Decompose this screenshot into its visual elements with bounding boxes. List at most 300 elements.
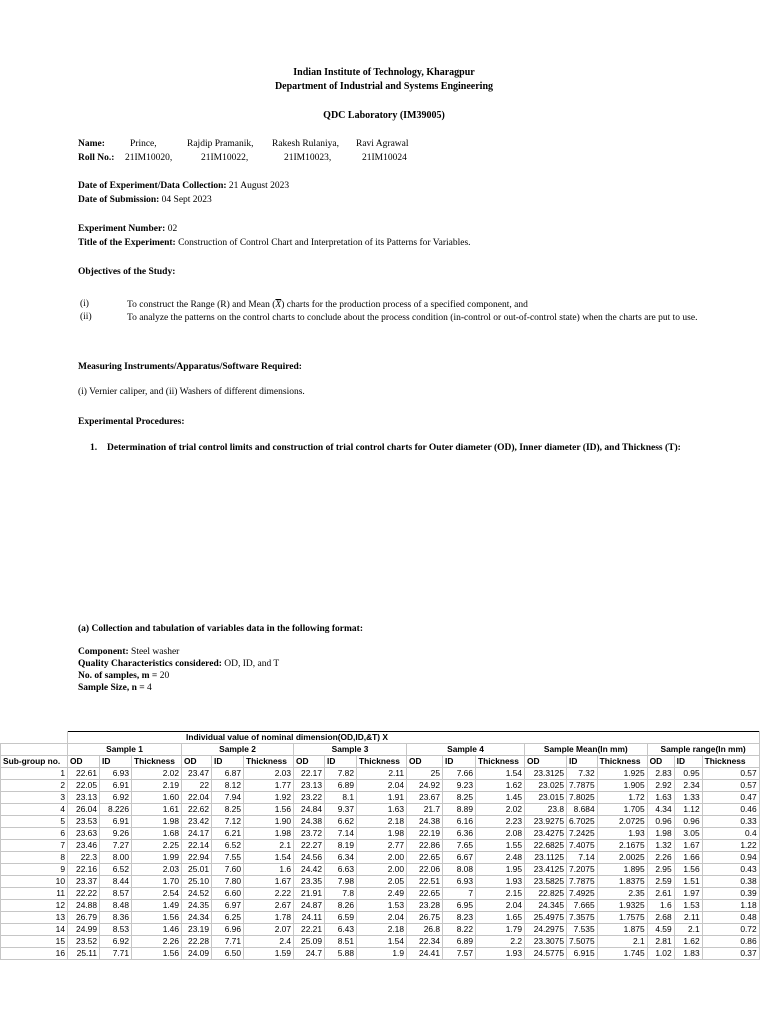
table-cell: 23.42 <box>182 816 212 828</box>
table-cell: 1.8375 <box>597 876 647 888</box>
subgroup-number: 5 <box>1 816 68 828</box>
table-cell: 23.22 <box>294 792 325 804</box>
table-cell: 1.9325 <box>597 900 647 912</box>
table-cell: 2.04 <box>476 900 525 912</box>
table-cell: 1.97 <box>674 888 702 900</box>
table-row <box>1 792 760 804</box>
table-cell: 0.39 <box>702 888 759 900</box>
table-cell: 6.89 <box>325 780 357 792</box>
subgroup-number: 6 <box>1 828 68 840</box>
empty-cell <box>1 744 68 756</box>
samples-label: No. of samples, m = <box>78 671 158 681</box>
table-cell: 8.25 <box>443 792 476 804</box>
table-cell: 2.61 <box>647 888 674 900</box>
roll-4: 21IM10024 <box>362 153 407 163</box>
table-cell: 22.28 <box>182 936 212 948</box>
table-cell: 22.27 <box>294 840 325 852</box>
component-value: Steel washer <box>131 647 180 657</box>
table-cell: 7.4075 <box>567 840 598 852</box>
table-cell: 8.22 <box>443 924 476 936</box>
experiment-number <box>78 224 177 234</box>
roll-line <box>78 153 114 163</box>
table-cell: 1.65 <box>476 912 525 924</box>
table-cell: 6.62 <box>325 816 357 828</box>
experiment-number-label: Experiment Number: <box>78 224 166 234</box>
table-cell: 1.56 <box>132 948 182 960</box>
table-cell: 7.7875 <box>567 780 598 792</box>
table-cell: 1.67 <box>244 876 294 888</box>
table-cell: 24.2975 <box>525 924 567 936</box>
table-cell: 7.2075 <box>567 864 598 876</box>
table-cell: 6.95 <box>443 900 476 912</box>
sample-3-header: Sample 3 <box>294 744 407 756</box>
table-cell: 22 <box>182 780 212 792</box>
table-cell: 24.34 <box>182 912 212 924</box>
table-cell: 2.04 <box>357 780 407 792</box>
table-cell: 0.48 <box>702 912 759 924</box>
table-cell: 0.96 <box>674 816 702 828</box>
table-cell: 24.38 <box>407 816 443 828</box>
experiment-date-label: Date of Experiment/Data Collection: <box>78 181 227 191</box>
procedure-step-1-number: 1. <box>90 443 98 453</box>
table-cell: 1.895 <box>597 864 647 876</box>
table-row <box>1 840 760 852</box>
table-cell: 22.65 <box>407 852 443 864</box>
table-cell: 9.23 <box>443 780 476 792</box>
experiment-number-value: 02 <box>167 224 178 234</box>
column-header-id: ID <box>567 756 598 768</box>
table-cell: 8.08 <box>443 864 476 876</box>
table-cell: 8.51 <box>325 936 357 948</box>
table-cell: 7.98 <box>325 876 357 888</box>
table-cell: 2.02 <box>476 804 525 816</box>
table-cell: 7.3575 <box>567 912 598 924</box>
quality-value: OD, ID, and T <box>224 659 280 669</box>
table-cell: 1.55 <box>476 840 525 852</box>
table-cell: 1.925 <box>597 768 647 780</box>
table-cell: 1.72 <box>597 792 647 804</box>
table-cell: 1.7575 <box>597 912 647 924</box>
component-line <box>78 647 179 657</box>
table-cell: 24.345 <box>525 900 567 912</box>
table-cell: 22.06 <box>407 864 443 876</box>
table-cell: 6.93 <box>100 768 132 780</box>
table-row <box>1 900 760 912</box>
table-cell: 6.50 <box>212 948 244 960</box>
sample-size-value: 4 <box>147 683 152 693</box>
table-cell: 23.19 <box>182 924 212 936</box>
table-cell: 26.75 <box>407 912 443 924</box>
table-row <box>1 852 760 864</box>
name-label: Name: <box>78 139 105 149</box>
table-cell: 2.11 <box>357 768 407 780</box>
table-cell: 1.9 <box>357 948 407 960</box>
table-row <box>1 768 760 780</box>
collection-heading <box>78 624 363 634</box>
table-cell: 24.11 <box>294 912 325 924</box>
table-cell: 2.23 <box>476 816 525 828</box>
table-cell: 2.11 <box>674 912 702 924</box>
table-cell: 1.51 <box>674 876 702 888</box>
table-cell: 1.46 <box>132 924 182 936</box>
table-cell: 6.92 <box>100 792 132 804</box>
experiment-title <box>78 238 471 248</box>
column-header-thickness: Thickness <box>702 756 759 768</box>
table-cell: 2.07 <box>244 924 294 936</box>
table-cell: 1.54 <box>357 936 407 948</box>
table-cell: 6.91 <box>100 816 132 828</box>
table-cell: 0.38 <box>702 876 759 888</box>
table-cell: 2.15 <box>476 888 525 900</box>
objective-1-number: (i) <box>80 299 89 309</box>
table-cell: 23.3075 <box>525 936 567 948</box>
table-cell: 1.78 <box>244 912 294 924</box>
column-header-od: OD <box>647 756 674 768</box>
table-cell: 1.99 <box>132 852 182 864</box>
table-cell: 6.25 <box>212 912 244 924</box>
table-cell: 2.1 <box>597 936 647 948</box>
table-cell: 8.53 <box>100 924 132 936</box>
table-cell: 23.025 <box>525 780 567 792</box>
table-cell: 1.61 <box>132 804 182 816</box>
table-cell: 23.9275 <box>525 816 567 828</box>
name-3: Rakesh Rulaniya, <box>272 139 340 149</box>
table-cell: 1.54 <box>476 768 525 780</box>
table-row <box>1 828 760 840</box>
table-cell: 23.3125 <box>525 768 567 780</box>
table-row <box>1 948 760 960</box>
table-cell: 6.96 <box>212 924 244 936</box>
table-cell: 6.67 <box>443 852 476 864</box>
table-cell: 7.80 <box>212 876 244 888</box>
table-cell: 2.19 <box>132 780 182 792</box>
table-cell: 2.59 <box>647 876 674 888</box>
table-cell: 23.015 <box>525 792 567 804</box>
table-row <box>1 816 760 828</box>
table-cell: 7.57 <box>443 948 476 960</box>
column-header-thickness: Thickness <box>597 756 647 768</box>
table-cell: 8.19 <box>325 840 357 852</box>
column-header-od: OD <box>182 756 212 768</box>
subgroup-number: 4 <box>1 804 68 816</box>
table-cell: 21.91 <box>294 888 325 900</box>
subgroup-number: 12 <box>1 900 68 912</box>
table-cell: 8.36 <box>100 912 132 924</box>
table-cell: 26.79 <box>68 912 100 924</box>
subgroup-number: 15 <box>1 936 68 948</box>
table-cell: 24.09 <box>182 948 212 960</box>
table-cell: 7.14 <box>325 828 357 840</box>
table-cell: 7.66 <box>443 768 476 780</box>
table-cell: 23.72 <box>294 828 325 840</box>
table-cell: 24.38 <box>294 816 325 828</box>
table-cell: 1.56 <box>244 804 294 816</box>
objective-2-text: To analyze the patterns on the control charts to conclude about the process condition (in-control or out-of-control state) when the charts are put to use. <box>127 313 698 323</box>
instruments-text: (i) Vernier caliper, and (ii) Washers of different dimensions. <box>78 387 305 397</box>
table-cell: 0.96 <box>647 816 674 828</box>
table-cell: 22.17 <box>294 768 325 780</box>
table-cell: 1.33 <box>674 792 702 804</box>
table-row <box>1 804 760 816</box>
table-cell: 2.1 <box>244 840 294 852</box>
table-cell: 7.5075 <box>567 936 598 948</box>
table-cell: 23.5825 <box>525 876 567 888</box>
column-header-id: ID <box>325 756 357 768</box>
table-cell: 0.33 <box>702 816 759 828</box>
objectives-heading <box>78 267 175 277</box>
table-cell: 1.56 <box>132 912 182 924</box>
procedures-heading-text: Experimental Procedures: <box>78 417 185 427</box>
table-cell: 24.52 <box>182 888 212 900</box>
table-cell: 2.34 <box>674 780 702 792</box>
table-cell: 2.48 <box>476 852 525 864</box>
subgroup-header: Sub-group no. <box>1 756 68 768</box>
table-cell: 24.7 <box>294 948 325 960</box>
table-cell: 23.46 <box>68 840 100 852</box>
table-cell: 8.12 <box>212 780 244 792</box>
table-cell: 25.09 <box>294 936 325 948</box>
table-cell: 2.4 <box>244 936 294 948</box>
table-cell: 1.98 <box>244 828 294 840</box>
table-row <box>1 864 760 876</box>
table-cell: 8.00 <box>100 852 132 864</box>
table-cell: 1.705 <box>597 804 647 816</box>
sample-1-header: Sample 1 <box>68 744 182 756</box>
table-cell: 0.46 <box>702 804 759 816</box>
table-cell: 1.745 <box>597 948 647 960</box>
table-cell: 7.82 <box>325 768 357 780</box>
table-cell: 2.03 <box>244 768 294 780</box>
table-row <box>1 888 760 900</box>
table-cell: 1.79 <box>476 924 525 936</box>
table-cell: 22.62 <box>182 804 212 816</box>
table-cell: 6.43 <box>325 924 357 936</box>
objectives-heading-text: Objectives of the Study: <box>78 267 176 277</box>
table-cell: 22.51 <box>407 876 443 888</box>
sample-2-header: Sample 2 <box>182 744 294 756</box>
table-cell: 1.68 <box>132 828 182 840</box>
table-cell: 6.21 <box>212 828 244 840</box>
table-cell: 1.93 <box>476 948 525 960</box>
sample-size-line <box>78 683 152 693</box>
column-header-thickness: Thickness <box>244 756 294 768</box>
table-cell: 22.94 <box>182 852 212 864</box>
table-cell: 7.60 <box>212 864 244 876</box>
table-cell: 24.42 <box>294 864 325 876</box>
names-line <box>78 139 105 149</box>
procedure-step-1-text: Determination of trial control limits and construction of trial control charts for Outer diameter (OD), Inner diameter (ID), and Thickness (T): <box>107 443 681 453</box>
submission-date-value: 04 Sept 2023 <box>161 195 212 205</box>
table-cell: 1.22 <box>702 840 759 852</box>
roll-1: 21IM10020, <box>125 153 173 163</box>
column-header-row <box>1 756 760 768</box>
instruments-heading <box>78 362 302 372</box>
experiment-title-value: Construction of Control Chart and Interpretation of its Patterns for Variables. <box>178 238 471 248</box>
table-cell: 1.32 <box>647 840 674 852</box>
column-header-id: ID <box>674 756 702 768</box>
table-cell: 1.56 <box>674 864 702 876</box>
table-cell: 1.49 <box>132 900 182 912</box>
table-cell: 24.99 <box>68 924 100 936</box>
table-cell: 22.14 <box>182 840 212 852</box>
table-cell: 22.04 <box>182 792 212 804</box>
table-cell: 1.93 <box>476 876 525 888</box>
table-cell: 23.13 <box>294 780 325 792</box>
table-row <box>1 876 760 888</box>
table-cell: 23.63 <box>68 828 100 840</box>
table-cell: 1.54 <box>244 852 294 864</box>
table-cell: 7.65 <box>443 840 476 852</box>
column-header-od: OD <box>68 756 100 768</box>
table-cell: 24.17 <box>182 828 212 840</box>
table-row <box>1 924 760 936</box>
table-cell: 22.65 <box>407 888 443 900</box>
column-header-id: ID <box>443 756 476 768</box>
subgroup-number: 2 <box>1 780 68 792</box>
experiment-date-value: 21 August 2023 <box>228 181 290 191</box>
table-cell: 21.7 <box>407 804 443 816</box>
table-cell: 7.2425 <box>567 828 598 840</box>
collection-heading-text: (a) Collection and tabulation of variables data in the following format: <box>78 624 363 634</box>
table-cell: 1.905 <box>597 780 647 792</box>
table-cell: 0.57 <box>702 780 759 792</box>
table-cell: 6.34 <box>325 852 357 864</box>
table-cell: 7.94 <box>212 792 244 804</box>
table-cell: 4.59 <box>647 924 674 936</box>
table-cell: 7.71 <box>100 948 132 960</box>
sample-4-header: Sample 4 <box>407 744 525 756</box>
table-cell: 6.59 <box>325 912 357 924</box>
samples-value: 20 <box>159 671 170 681</box>
table-cell: 22.22 <box>68 888 100 900</box>
table-cell: 7 <box>443 888 476 900</box>
table-cell: 23.1125 <box>525 852 567 864</box>
table-cell: 8.44 <box>100 876 132 888</box>
table-cell: 0.43 <box>702 864 759 876</box>
table-cell: 1.62 <box>476 780 525 792</box>
table-cell: 7.55 <box>212 852 244 864</box>
table-cell: 2.0025 <box>597 852 647 864</box>
table-cell: 8.89 <box>443 804 476 816</box>
table-cell: 6.52 <box>100 864 132 876</box>
table-cell: 8.684 <box>567 804 598 816</box>
table-cell: 23.67 <box>407 792 443 804</box>
table-cell: 24.92 <box>407 780 443 792</box>
table-cell: 1.60 <box>132 792 182 804</box>
column-header-thickness: Thickness <box>357 756 407 768</box>
table-cell: 2.05 <box>357 876 407 888</box>
table-cell: 2.02 <box>132 768 182 780</box>
table-cell: 0.86 <box>702 936 759 948</box>
table-cell: 1.90 <box>244 816 294 828</box>
subgroup-number: 1 <box>1 768 68 780</box>
sample-mean-header: Sample Mean(In mm) <box>525 744 648 756</box>
table-cell: 23.53 <box>68 816 100 828</box>
table-cell: 2.04 <box>357 912 407 924</box>
table-cell: 2.00 <box>357 852 407 864</box>
table-cell: 23.4275 <box>525 828 567 840</box>
table-cell: 24.56 <box>294 852 325 864</box>
table-cell: 1.63 <box>647 792 674 804</box>
table-cell: 26.04 <box>68 804 100 816</box>
table-cell: 24.88 <box>68 900 100 912</box>
table-cell: 1.6 <box>244 864 294 876</box>
subgroup-number: 11 <box>1 888 68 900</box>
table-cell: 7.14 <box>567 852 598 864</box>
table-cell: 22.16 <box>68 864 100 876</box>
table-cell: 2.1 <box>674 924 702 936</box>
table-cell: 23.47 <box>182 768 212 780</box>
table-cell: 22.86 <box>407 840 443 852</box>
table-cell: 1.02 <box>647 948 674 960</box>
lab-name: QDC Laboratory (IM39005) <box>323 110 445 121</box>
table-cell: 6.91 <box>100 780 132 792</box>
table-cell: 0.94 <box>702 852 759 864</box>
sample-range-header: Sample range(In mm) <box>647 744 759 756</box>
table-cell: 7.4925 <box>567 888 598 900</box>
table-cell: 2.26 <box>132 936 182 948</box>
empty-cell <box>1 732 68 744</box>
table-cell: 2.95 <box>647 864 674 876</box>
experiment-date <box>78 181 289 191</box>
table-cell: 6.36 <box>443 828 476 840</box>
table-cell: 2.68 <box>647 912 674 924</box>
institute-name: Indian Institute of Technology, Kharagpur <box>293 67 475 78</box>
table-row <box>1 780 760 792</box>
table-cell: 7.7875 <box>567 876 598 888</box>
x-bar-symbol: $\overline{X}$ <box>275 300 282 310</box>
table-cell: 2.54 <box>132 888 182 900</box>
table-cell: 24.87 <box>294 900 325 912</box>
table-cell: 7.71 <box>212 936 244 948</box>
table-cell: 23.8 <box>525 804 567 816</box>
table-cell: 1.83 <box>674 948 702 960</box>
table-cell: 22.34 <box>407 936 443 948</box>
table-cell: 6.60 <box>212 888 244 900</box>
table-cell: 22.05 <box>68 780 100 792</box>
table-cell: 1.70 <box>132 876 182 888</box>
table-cell: 7.8025 <box>567 792 598 804</box>
department-name: Department of Industrial and Systems Engineering <box>274 81 494 92</box>
table-cell: 22.61 <box>68 768 100 780</box>
table-cell: 8.23 <box>443 912 476 924</box>
table-cell: 2.22 <box>244 888 294 900</box>
table-cell: 1.95 <box>476 864 525 876</box>
table-cell: 1.12 <box>674 804 702 816</box>
table-cell: 0.47 <box>702 792 759 804</box>
table-cell: 2.18 <box>357 816 407 828</box>
quality-line <box>78 659 279 669</box>
table-cell: 6.16 <box>443 816 476 828</box>
subgroup-number: 8 <box>1 852 68 864</box>
table-cell: 1.98 <box>647 828 674 840</box>
table-row <box>1 936 760 948</box>
table-cell: 8.1 <box>325 792 357 804</box>
table-cell: 1.98 <box>357 828 407 840</box>
table-cell: 1.59 <box>244 948 294 960</box>
table-cell: 8.57 <box>100 888 132 900</box>
table-cell: 24.35 <box>182 900 212 912</box>
subgroup-number: 10 <box>1 876 68 888</box>
instruments-heading-text: Measuring Instruments/Apparatus/Software Required: <box>78 362 302 372</box>
table-row <box>1 912 760 924</box>
table-cell: 1.63 <box>357 804 407 816</box>
table-cell: 6.97 <box>212 900 244 912</box>
table-cell: 22.21 <box>294 924 325 936</box>
table-cell: 2.2 <box>476 936 525 948</box>
table-cell: 8.25 <box>212 804 244 816</box>
data-table <box>0 731 760 960</box>
